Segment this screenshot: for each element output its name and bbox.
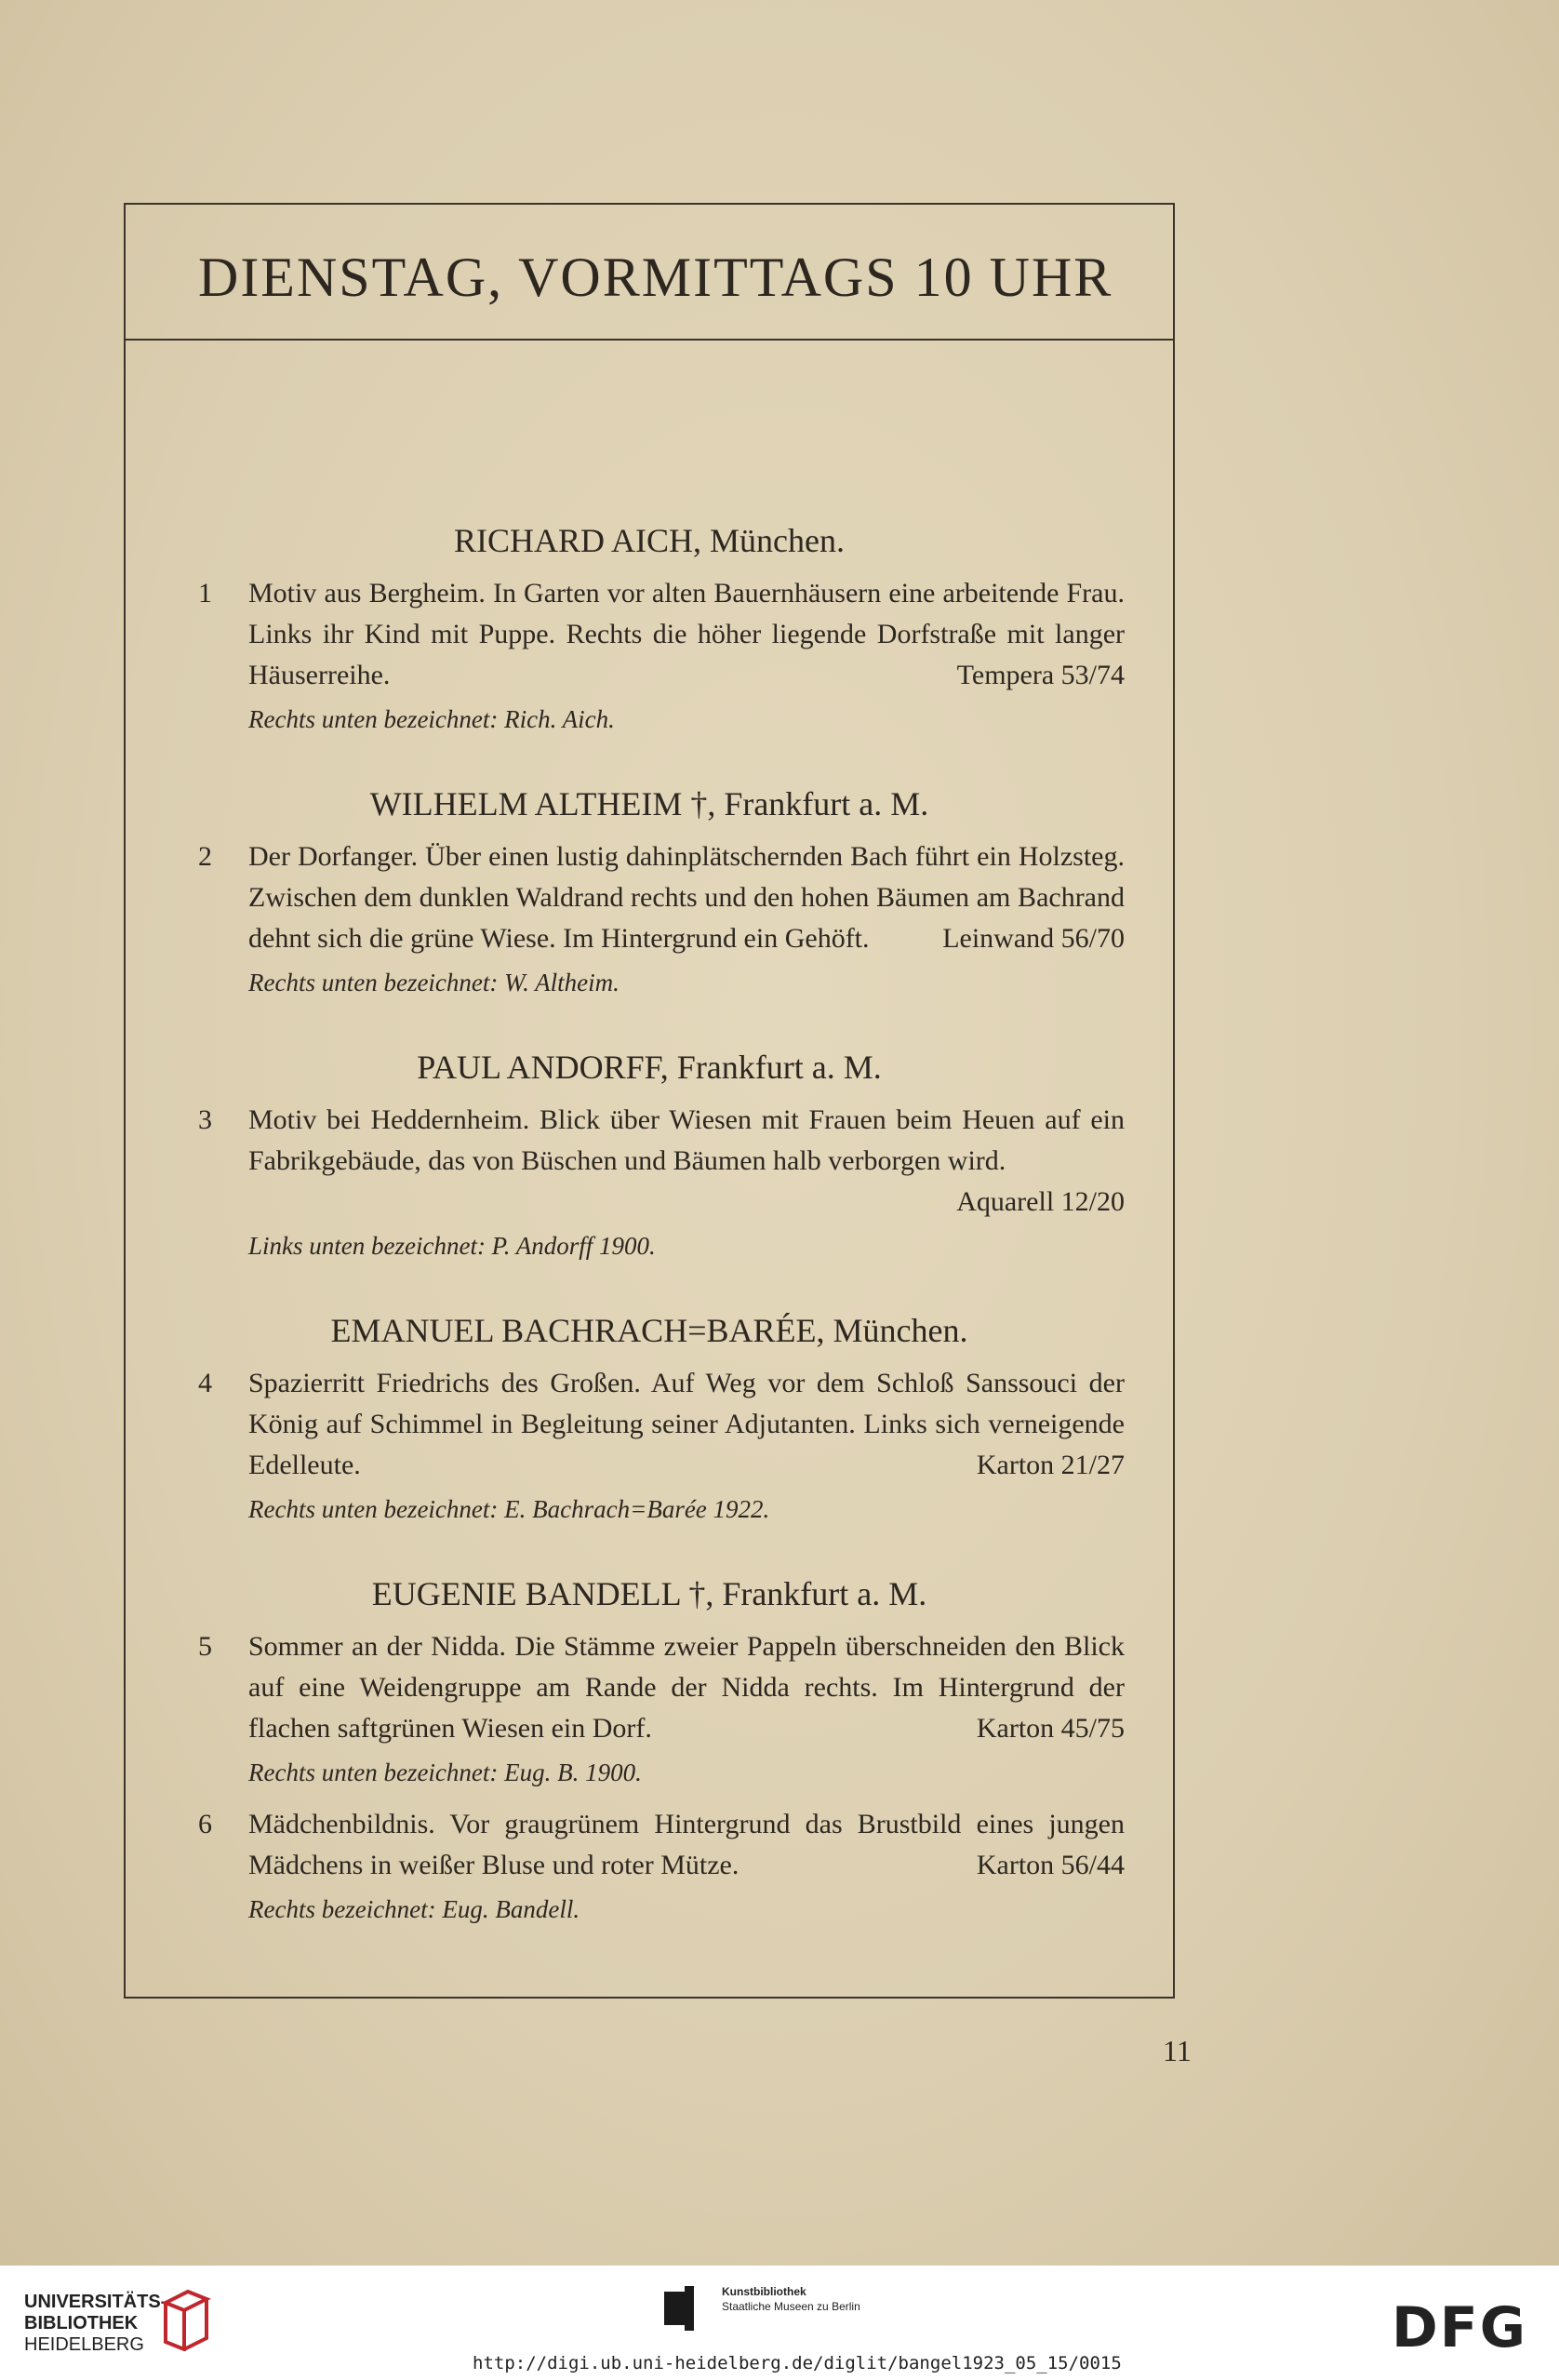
dfg-logo[interactable]: DFG (1392, 2295, 1528, 2360)
artwork-description: Der Dorfanger. Über einen lustig dahinplätschernden Bach führt ein Holzsteg. Zwischen dem dunklen Waldrand rechts und den hohen Bäumen am Bachrand dehnt sich die grüne Wiese. Im Hintergrund ein Gehöft. (248, 841, 1125, 954)
kunstbibliothek-logo[interactable] (722, 2284, 860, 2314)
artwork-item (126, 1100, 1173, 1223)
artwork-medium: Karton 56/44 (976, 1850, 1125, 1880)
catalog-entry (126, 784, 1173, 997)
kb-line1: Kunstbibliothek (722, 2285, 806, 2298)
lot-number: 3 (198, 1104, 212, 1135)
permalink-url[interactable]: http://digi.ub.uni-heidelberg.de/diglit/bangel1923_05_15/0015 (473, 2353, 1122, 2373)
catalog-entries (126, 521, 1173, 1974)
artwork-medium: Aquarell 12/20 (956, 1186, 1125, 1217)
artwork-item (126, 1804, 1173, 1886)
artwork-description: Mädchenbildnis. Vor graugrünem Hintergrund das Brustbild eines jungen Mädchens in weißer Bluse und roter Mütze. (248, 1809, 1125, 1880)
lot-number: 4 (198, 1368, 212, 1398)
kunstbibliothek-icon (664, 2286, 714, 2331)
catalog-entry (126, 1048, 1173, 1261)
artwork-description: Motiv aus Bergheim. In Garten vor alten Bauernhäusern eine arbeitende Frau. Links ihr Kind mit Puppe. Rechts die höher liegende Dorfstraße mit langer Häuserreihe. (248, 578, 1125, 690)
artwork-item (126, 573, 1173, 696)
artwork-medium: Karton 45/75 (976, 1713, 1125, 1744)
artwork-item (126, 1363, 1173, 1486)
artist-name: EUGENIE BANDELL †, Frankfurt a. M. (371, 1575, 927, 1612)
ub-logo-line3: HEIDELBERG (24, 2334, 144, 2355)
signature-note: Rechts unten bezeichnet: E. Bachrach=Barée 1922. (248, 1495, 770, 1523)
lot-number: 5 (198, 1631, 212, 1662)
signature-note: Links unten bezeichnet: P. Andorff 1900. (248, 1232, 656, 1260)
artwork-item (126, 836, 1173, 959)
signature-note: Rechts unten bezeichnet: Eug. B. 1900. (248, 1758, 642, 1786)
artwork-medium: Leinwand 56/70 (942, 923, 1125, 954)
artist-name: WILHELM ALTHEIM †, Frankfurt a. M. (369, 785, 929, 822)
signature-note: Rechts bezeichnet: Eug. Bandell. (248, 1895, 580, 1923)
artwork-description: Spazierritt Friedrichs des Großen. Auf Weg vor dem Schloß Sanssouci der König auf Schimmel in Begleitung seiner Adjutanten. Links sich verneigende Edelleute. (248, 1368, 1125, 1480)
content-frame (124, 203, 1175, 1999)
artwork-description: Motiv bei Heddernheim. Blick über Wiesen mit Frauen beim Heuen auf ein Fabrikgebäude, das von Büschen und Bäumen halb verborgen wird. (248, 1104, 1125, 1176)
artist-name: RICHARD AICH, München. (454, 522, 845, 559)
signature-note: Rechts unten bezeichnet: Rich. Aich. (248, 705, 615, 733)
ub-book-icon (160, 2286, 212, 2351)
lot-number: 6 (198, 1809, 212, 1839)
footer-bar (0, 2266, 1559, 2380)
artwork-medium: Karton 21/27 (976, 1450, 1125, 1480)
catalog-entry (126, 1574, 1173, 1924)
signature-note: Rechts unten bezeichnet: W. Altheim. (248, 969, 620, 996)
ub-logo-line1: UNIVERSITÄTS- (24, 2292, 167, 2312)
catalog-entry (126, 1311, 1173, 1524)
artwork-description: Sommer an der Nidda. Die Stämme zweier Pappeln überschneiden den Blick auf eine Weidengruppe am Rande der Nidda rechts. Im Hintergrund der flachen saftgrünen Wiesen ein Dorf. (248, 1631, 1125, 1744)
ub-logo-line2: BIBLIOTHEK (24, 2313, 139, 2333)
kb-line2: Staatliche Museen zu Berlin (722, 2300, 860, 2313)
page-title: DIENSTAG, VORMITTAGS 10 UHR (198, 247, 1113, 308)
title-row (126, 205, 1173, 341)
artist-name: PAUL ANDORFF, Frankfurt a. M. (417, 1049, 882, 1086)
page-number: 11 (1163, 2034, 1192, 2067)
artist-name: EMANUEL BACHRACH=BARÉE, München. (330, 1312, 968, 1349)
ub-heidelberg-logo[interactable] (24, 2292, 167, 2356)
artwork-medium: Tempera 53/74 (956, 660, 1125, 690)
lot-number: 2 (198, 841, 212, 872)
artwork-item (126, 1626, 1173, 1749)
lot-number: 1 (198, 578, 212, 608)
catalog-entry (126, 521, 1173, 734)
